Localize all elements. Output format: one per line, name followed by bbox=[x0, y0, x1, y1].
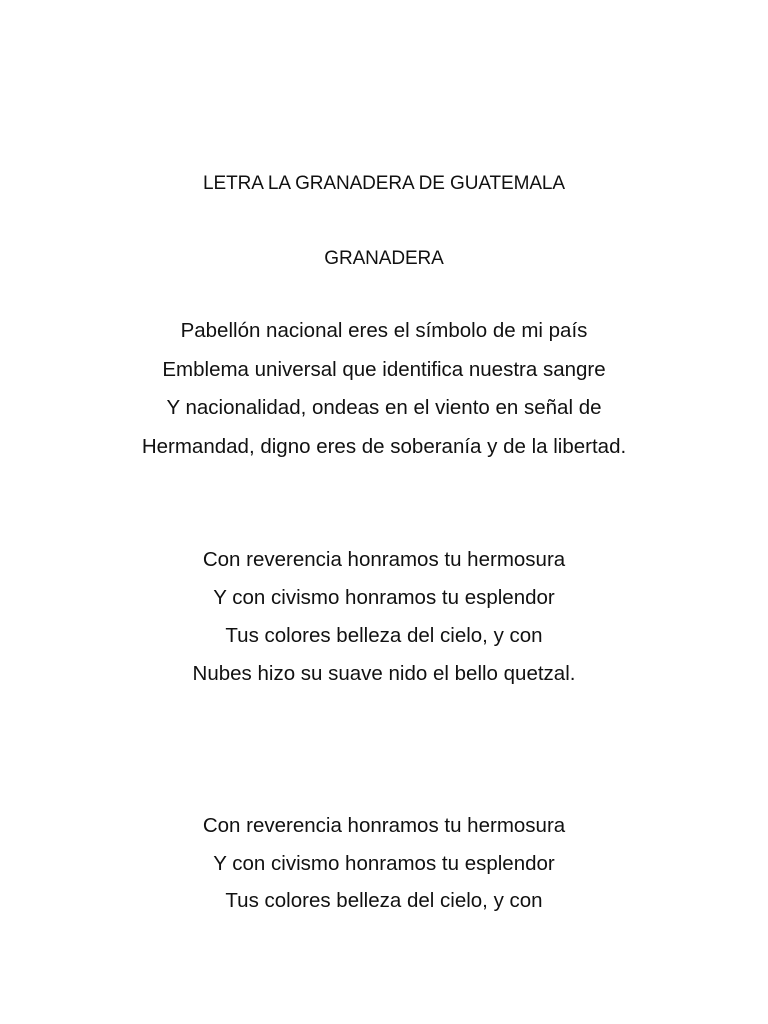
verse-line: Con reverencia honramos tu hermosura bbox=[202, 814, 566, 837]
stanza-1 bbox=[0, 312, 768, 466]
verse-line: Y nacionalidad, ondeas en el viento en señal de bbox=[166, 396, 602, 419]
verse-line: Y con civismo honramos tu esplendor bbox=[213, 586, 555, 609]
verse-line: Emblema universal que identifica nuestra sangre bbox=[162, 357, 606, 381]
stanza-3 bbox=[0, 807, 768, 920]
verse-line: Pabellón nacional eres el símbolo de mi país bbox=[180, 319, 588, 342]
verse-line: Y con civismo honramos tu esplendor bbox=[213, 851, 555, 875]
document-title: LETRA LA GRANADERA DE GUATEMALA bbox=[203, 173, 565, 194]
verse-line: Tus colores belleza del cielo, y con bbox=[225, 889, 543, 912]
verse-line: Con reverencia honramos tu hermosura bbox=[202, 548, 566, 571]
verse-line: Hermandad, digno eres de soberanía y de la libertad. bbox=[141, 434, 627, 458]
verse-line: Tus colores belleza del cielo, y con bbox=[225, 624, 543, 647]
stanza-2 bbox=[0, 541, 768, 693]
song-title: GRANADERA bbox=[324, 248, 444, 269]
verse-line: Nubes hizo su suave nido el bello quetzal. bbox=[192, 662, 576, 685]
